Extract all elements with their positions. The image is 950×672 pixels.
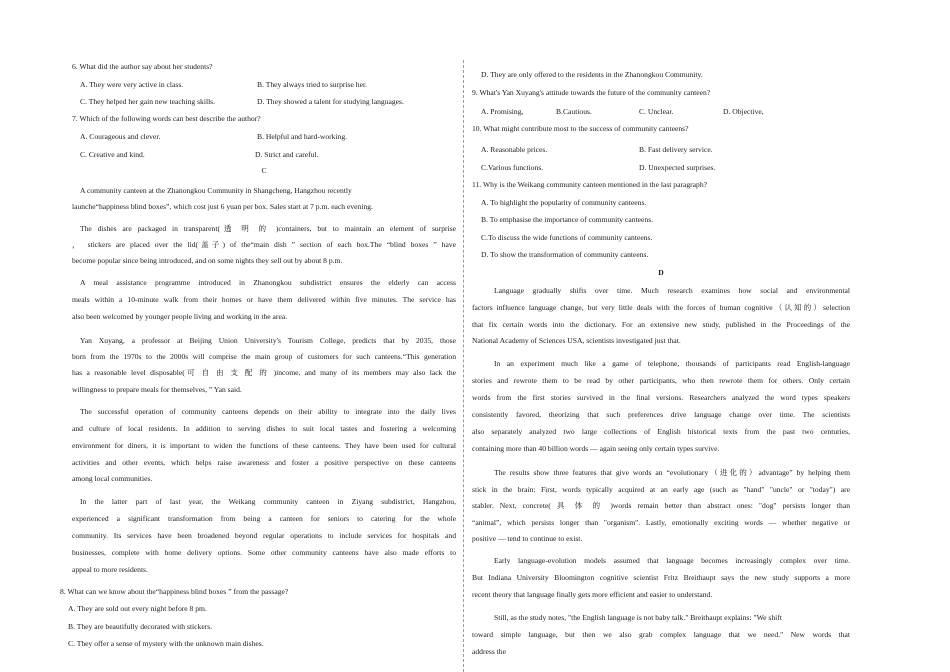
- q9-option-c[interactable]: C. Unclear.: [639, 107, 674, 116]
- q8-stem: 8. What can we know about the“happiness blind boxes ” from the passage?: [60, 587, 289, 596]
- q9-stem: 9. What's Yan Xuyang's attitude towards the future of the community canteen?: [472, 88, 711, 97]
- passage-c-p4-line: willingness to prepare meals for themselves, ” Yan said.: [72, 385, 242, 394]
- passage-c-p4-line: born from the 1970s to the 2000s will comprise the main group of customers for such canteens.“This generation: [72, 352, 456, 361]
- q8-option-c[interactable]: C. They offer a sense of mystery with the unknown main dishes.: [68, 639, 264, 648]
- passage-d-p1-line: Language gradually shifts over time. Much research examines how social and environmental: [494, 286, 850, 295]
- passage-d-p1-line: that fix certain words into the dictionary. For an extensive new study, published in the Proceedings of the: [472, 320, 850, 329]
- q10-stem: 10. What might contribute most to the success of community canteens?: [472, 124, 689, 133]
- q7-option-c[interactable]: C. Creative and kind.: [80, 150, 145, 159]
- passage-c-p5-line: The successful operation of community canteens depends on their ability to integrate into the daily lives: [80, 407, 456, 416]
- q7-option-d[interactable]: D. Strict and careful.: [255, 150, 319, 159]
- section-d-heading: D: [658, 268, 664, 277]
- passage-c-p3-line: A meal assistance programme introduced in Zhanongkou subdistrict ensures the elderly can access: [80, 278, 456, 287]
- passage-c-p6-line: In the latter part of last year, the Weikang community canteen in Ziyang subdistrict, Hangzhou,: [80, 497, 456, 506]
- passage-c-p1-line: launche“happiness blind boxes”, which cost just 6 yuan per box. Sales start at 7 p.m. each evening.: [72, 202, 373, 211]
- passage-d-p1-line: factors influence language change, but very little deals with the forces of human cognitive（认知的）selection: [472, 303, 850, 312]
- q9-option-b[interactable]: B.Cautious.: [556, 107, 592, 116]
- passage-c-p2-line: become popular since being introduced, and on some nights they sell out by about 8 p.m.: [72, 256, 343, 265]
- q11-option-d[interactable]: D. To show the transformation of community canteens.: [481, 250, 649, 259]
- q11-option-c[interactable]: C.To discuss the wide functions of community canteens.: [481, 233, 653, 242]
- passage-d-p2-line: consistently favored, theorizing that such preferences drive language change over time. The scientists: [472, 410, 850, 419]
- q9-option-a[interactable]: A. Promising,: [481, 107, 524, 116]
- q8-option-b[interactable]: B. They are beautifully decorated with stickers.: [68, 622, 213, 631]
- passage-d-p3-line: The results show three features that give words an “evolutionary（进化的）advantage” by helping them: [494, 468, 850, 477]
- q10-option-c[interactable]: C.Various functions.: [481, 163, 544, 172]
- passage-d-p5-line: address the: [472, 647, 506, 656]
- passage-d-p1-line: National Academy of Sciences USA, scientists investigated just that.: [472, 336, 681, 345]
- passage-d-p2-line: stories and rewrote them to be read by other participants, who then rewrote them for others. Only certain: [472, 376, 850, 385]
- passage-d-p2-line: words from the first stories survived in the final versions. Researchers analyzed the word types speakers: [472, 393, 850, 402]
- passage-c-p6-line: experienced a significant transformation from being a canteen for seniors to catering for the whole: [72, 514, 456, 523]
- passage-c-p4-line: Yan Xuyang, a professor at Beijing Union University's Tourism College, predicts that by 2035, those: [80, 336, 456, 345]
- passage-d-p3-line: positive — tend to continue to exist.: [472, 534, 583, 543]
- passage-c-p5-line: and culture of local residents. In addition to serving dishes to suit local tastes and fostering a welcoming: [72, 424, 456, 433]
- passage-c-p6-line: appeal to more residents.: [72, 565, 148, 574]
- q8-option-d[interactable]: D. They are only offered to the residents in the Zhanongkou Community.: [481, 70, 703, 79]
- passage-d-p2-line: containing more than 40 billion words — again seeing only certain types survive.: [472, 444, 720, 453]
- q6-stem: 6. What did the author say about her students?: [72, 62, 213, 71]
- passage-d-p4-line: But Indiana University Bloomington cognitive scientist Fritz Breithaupt says the new study supports a more: [472, 573, 850, 582]
- q9-option-d[interactable]: D. Objective,: [723, 107, 764, 116]
- q10-option-b[interactable]: B. Fast delivery service.: [639, 145, 713, 154]
- passage-d-p2-line: In an experiment much like a game of telephone, thousands of participants read English-language: [494, 359, 850, 368]
- passage-d-p4-line: Early language-evolution models assumed that language becomes increasingly complex over time.: [494, 556, 850, 565]
- passage-d-p3-line: stick in the brain: First, words typically acquired at an early age (such as "hand" "uncle" or "today") are: [472, 485, 850, 494]
- q10-option-a[interactable]: A. Reasonable prices.: [481, 145, 548, 154]
- passage-c-p2-line: The dishes are packaged in transparent(透 明 的 )containers, but to maintain an element of surprise: [80, 224, 456, 233]
- passage-c-p6-line: businesses, complete with home delivery options. Some other community canteens have also made efforts to: [72, 548, 456, 557]
- passage-c-p1-line: A community canteen at the Zhanongkou Community in Shangcheng, Hangzhou recently: [80, 186, 352, 195]
- q8-option-a[interactable]: A. They are sold out every night before 8 pm.: [68, 604, 207, 613]
- q6-option-c[interactable]: C. They helped her gain new teaching skills.: [80, 97, 216, 106]
- column-divider: [463, 60, 464, 672]
- passage-d-p5-line: toward simple language, but then we also grab complex language that we need." New words that: [472, 630, 850, 639]
- q7-stem: 7. Which of the following words can best describe the author?: [72, 114, 261, 123]
- q11-option-a[interactable]: A. To highlight the popularity of community canteens.: [481, 198, 647, 207]
- q6-option-b[interactable]: B. They always tried to surprise her.: [257, 80, 367, 89]
- passage-c-p4-line: has a reasonable level disposable(可 自 由 支 配 的 )income, and many of its members may also lack the: [72, 368, 456, 377]
- q11-stem: 11. Why is the Weikang community canteen mentioned in the last paragraph?: [472, 180, 708, 189]
- passage-c-p5-line: activities and other events, which helps raise awareness and foster a positive perspective on these canteens: [72, 458, 456, 467]
- passage-c-p5-line: environment for diners, it is important to widen the functions of these canteens. They have been used for cultural: [72, 441, 456, 450]
- passage-d-p2-line: also separately analyzed two large collections of English historical texts from the past two centuries,: [472, 427, 850, 436]
- q10-option-d[interactable]: D. Unexpected surprises.: [639, 163, 716, 172]
- q6-option-a[interactable]: A. They were very active in class.: [80, 80, 184, 89]
- q6-option-d[interactable]: D. They showed a talent for studying languages.: [257, 97, 404, 106]
- q7-option-a[interactable]: A. Courageous and clever.: [80, 132, 161, 141]
- passage-c-p6-line: community. Its services have been broadened beyond regular operations to include services for hospitals and: [72, 531, 456, 540]
- passage-d-p5-line: Still, as the study notes, "the English language is not baby talk." Breithaupt explains: "We shift: [494, 613, 782, 622]
- passage-c-p3-line: meals within a 10-minute walk from their homes or have them delivered within five minutes. The service has: [72, 295, 456, 304]
- passage-d-p4-line: recent theory that language finally gets more efficient and easier to understand.: [472, 590, 713, 599]
- passage-c-p5-line: among local communities.: [72, 474, 153, 483]
- passage-c-p3-line: also been welcomed by younger people living and working in the area.: [72, 312, 288, 321]
- q7-option-b[interactable]: B. Helpful and hard-working.: [257, 132, 348, 141]
- passage-d-p3-line: “animal”, which persists longer than "organism". Lastly, emotionally exciting words — whether negative or: [472, 518, 850, 527]
- passage-c-p2-line: ， stickers are placed over the lid(盖子) of the“main dish ” section of each box.The “blind boxes ” have: [72, 240, 456, 249]
- q11-option-b[interactable]: B. To emphasise the importance of community canteens.: [481, 215, 654, 224]
- passage-d-p3-line: stabler. Next, concrete( 具 体 的 )words remain better than abstract ones: "dog" persists longer than: [472, 501, 850, 510]
- section-c-heading: C: [261, 166, 267, 175]
